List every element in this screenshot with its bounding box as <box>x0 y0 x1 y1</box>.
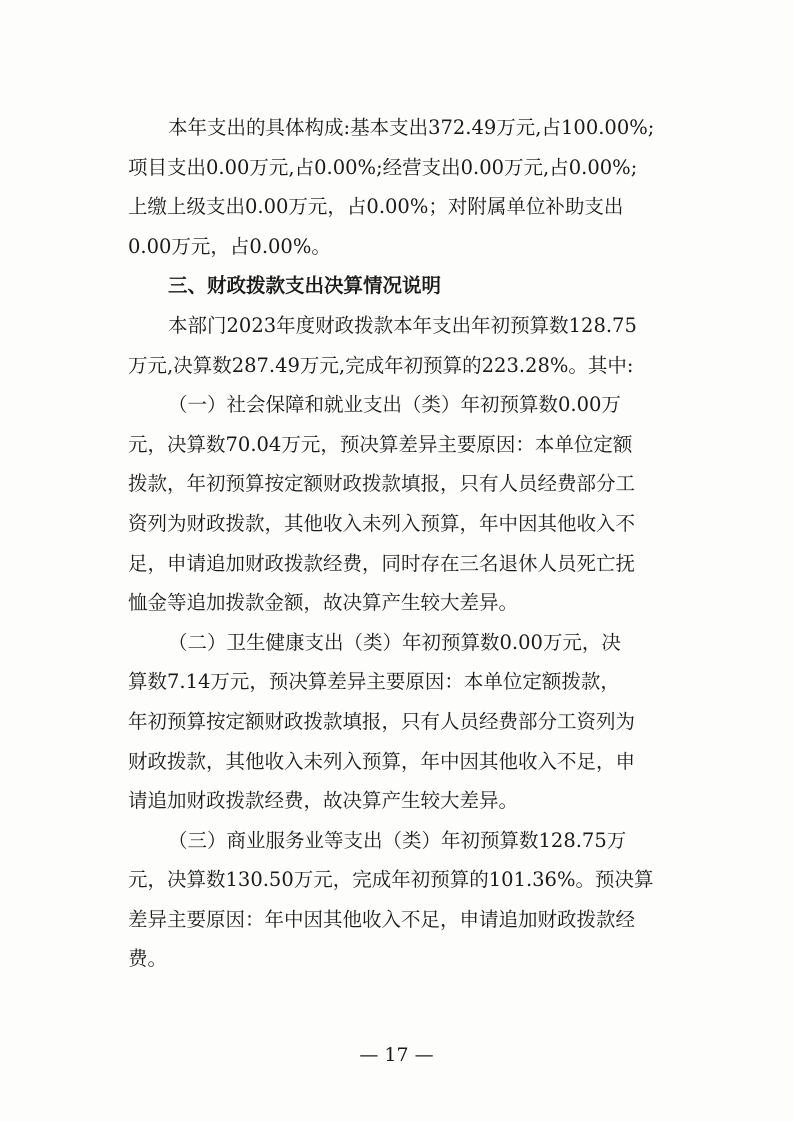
text-line: 元，决算数70.04万元，预决算差异主要原因：本单位定额 <box>128 432 633 456</box>
text-line: 上缴上级支出0.00万元，占0.00%；对附属单位补助支出 <box>128 195 624 219</box>
section-heading: 三、财政拨款支出决算情况说明 <box>168 274 442 298</box>
text-line: 拨款，年初预算按定额财政拨款填报，只有人员经费部分工 <box>128 472 636 496</box>
text-line: 差异主要原因：年中因其他收入不足，申请追加财政拨款经 <box>128 907 636 931</box>
text-line: 费。 <box>128 947 168 971</box>
text-line: 算数7.14万元，预决算差异主要原因：本单位定额拨款， <box>128 670 620 694</box>
paragraph-expense-composition <box>128 108 676 266</box>
text-line: 财政拨款，其他收入未列入预算，年中因其他收入不足，申 <box>128 749 636 773</box>
text-line: 本部门2023年度财政拨款本年支出年初预算数128.75 <box>168 313 637 337</box>
text-line: （三）商业服务业等支出（类）年初预算数128.75万 <box>168 828 627 852</box>
page-content <box>128 108 676 979</box>
text-line: 恤金等追加拨款金额，故决算产生较大差异。 <box>128 591 519 615</box>
text-line: 元，决算数130.50万元，完成年初预算的101.36%。预决算 <box>128 868 654 892</box>
text-line: （二）卫生健康支出（类）年初预算数0.00万元，决 <box>168 630 621 654</box>
text-line: 项目支出0.00万元,占0.00%;经营支出0.00万元,占0.00%; <box>128 155 638 179</box>
paragraph-health <box>128 623 676 821</box>
text-line: 本年支出的具体构成:基本支出372.49万元,占100.00%; <box>168 116 655 139</box>
page-number: — 17 — <box>359 1044 434 1066</box>
paragraph-social-security <box>128 385 676 623</box>
text-line: （一）社会保障和就业支出（类）年初预算数0.00万 <box>168 393 621 417</box>
paragraph-fiscal-summary <box>128 306 676 385</box>
text-line: 万元,决算数287.49万元,完成年初预算的223.28%。其中: <box>128 353 634 377</box>
text-line: 年初预算按定额财政拨款填报，只有人员经费部分工资列为 <box>128 709 636 733</box>
text-line: 足，申请追加财政拨款经费，同时存在三名退休人员死亡抚 <box>128 551 636 575</box>
text-line: 0.00万元，占0.00%。 <box>128 234 331 258</box>
text-line: 请追加财政拨款经费，故决算产生较大差异。 <box>128 789 519 813</box>
paragraph-commerce-services <box>128 821 676 979</box>
text-line: 资列为财政拨款，其他收入未列入预算，年中因其他收入不 <box>128 511 636 535</box>
